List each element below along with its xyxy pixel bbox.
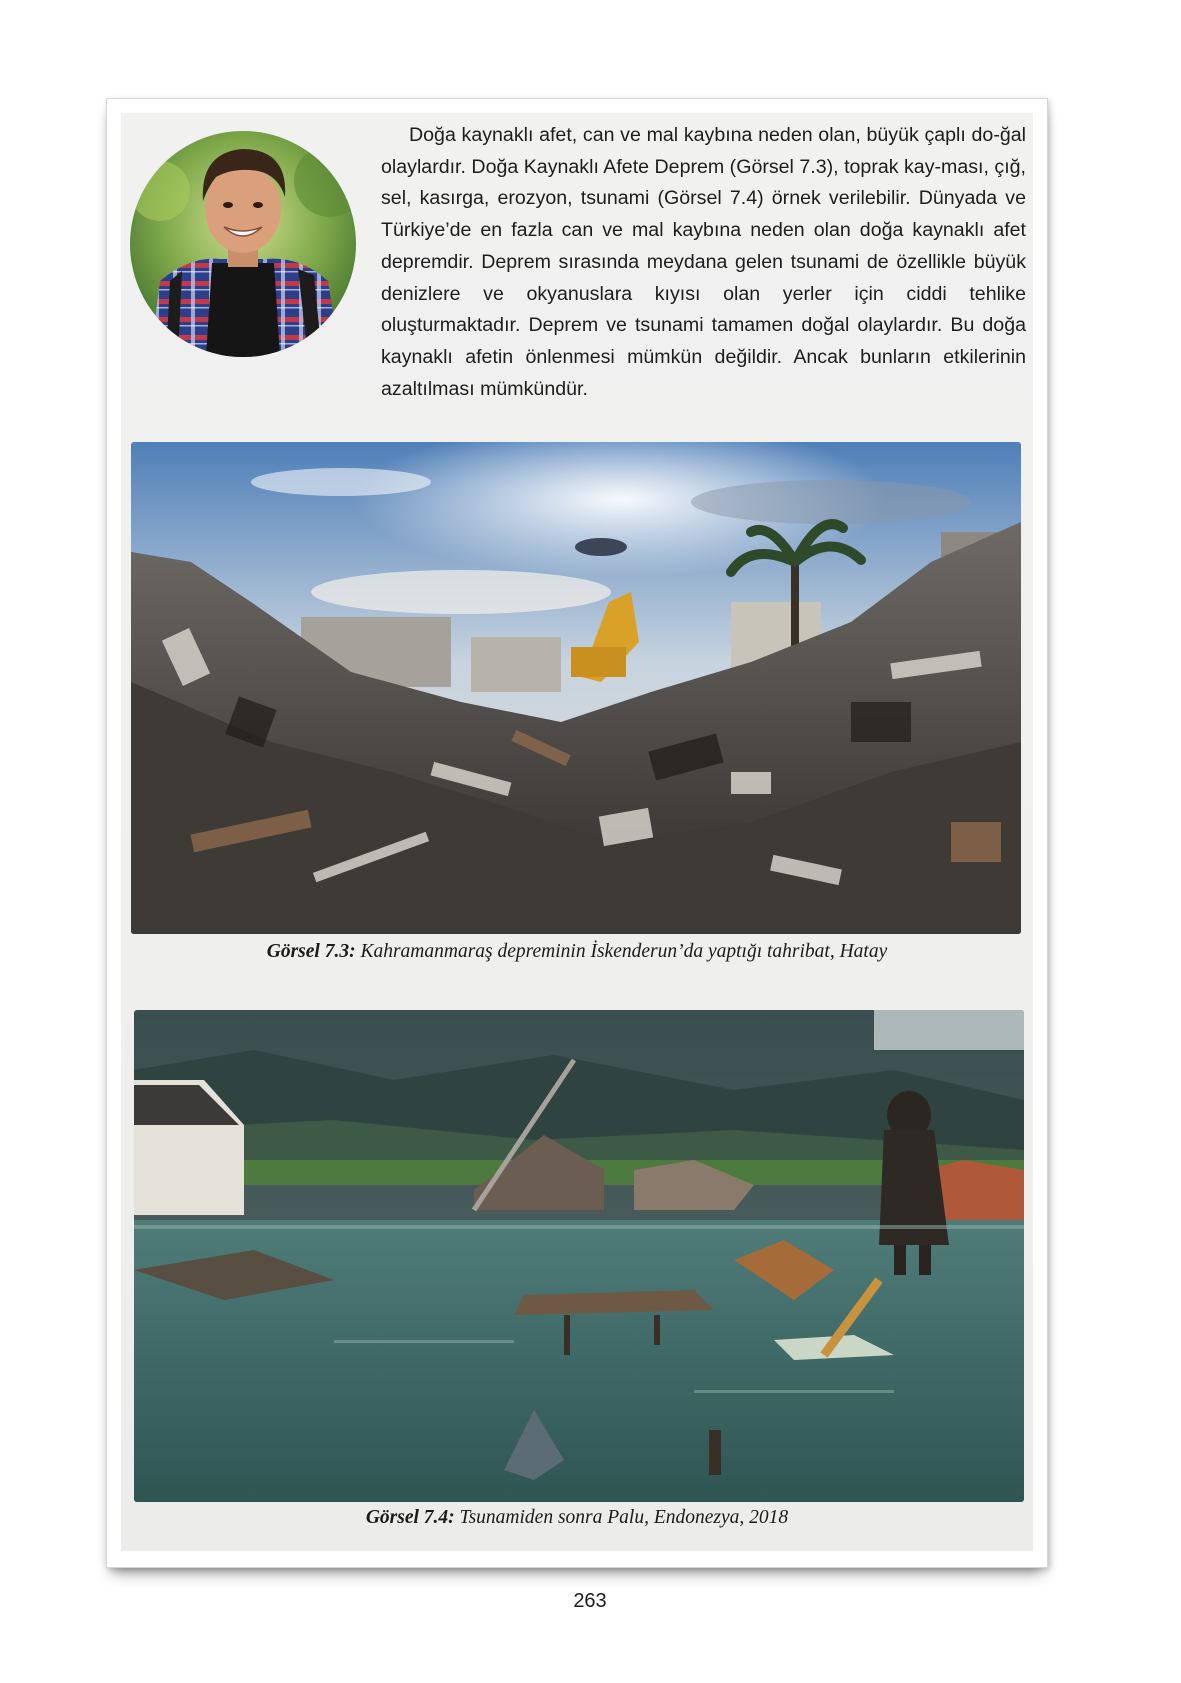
student-avatar bbox=[130, 131, 356, 357]
figure-caption-7-4 bbox=[121, 1507, 1033, 1529]
intro-paragraph: Doğa kaynaklı afet, can ve mal kaybına neden olan, büyük çaplı do-ğal olaylardır. Doğa Kaynaklı Afete Deprem (Görsel 7.3), toprak kay-ması, çığ, sel, kasırga, erozyon, tsunami (Görsel 7.4) örnek verilebilir. Dünyada ve Türkiye’de en fazla can ve mal kaybına neden olan doğa kaynaklı afet depremdir. Deprem sırasında meydana gelen tsunami de özellikle büyük denizlere ve okyanuslara kıyısı olan yerler için ciddi tehlike oluşturmaktadır. Deprem ve tsunami tamamen doğal olaylardır. Bu doğa kaynaklı afetin önlenmesi mümkün değildir. Ancak bunların etkilerinin azaltılması mümkündür. bbox=[381, 124, 1026, 400]
figure-caption-7-3 bbox=[121, 941, 1033, 963]
figure-caption-text-7-4: Tsunamiden sonra Palu, Endonezya, 2018 bbox=[459, 1507, 789, 1528]
earthquake-rubble-photo bbox=[131, 442, 1021, 934]
page-number: 263 bbox=[573, 1590, 607, 1612]
figure-label-7-3: Görsel 7.3: bbox=[266, 941, 356, 962]
figure-caption-text-7-3: Kahramanmaraş depreminin İskenderun’da yaptığı tahribat, Hatay bbox=[360, 941, 888, 962]
tsunami-aftermath-photo bbox=[134, 1010, 1024, 1502]
figure-label-7-4: Görsel 7.4: bbox=[365, 1507, 455, 1528]
